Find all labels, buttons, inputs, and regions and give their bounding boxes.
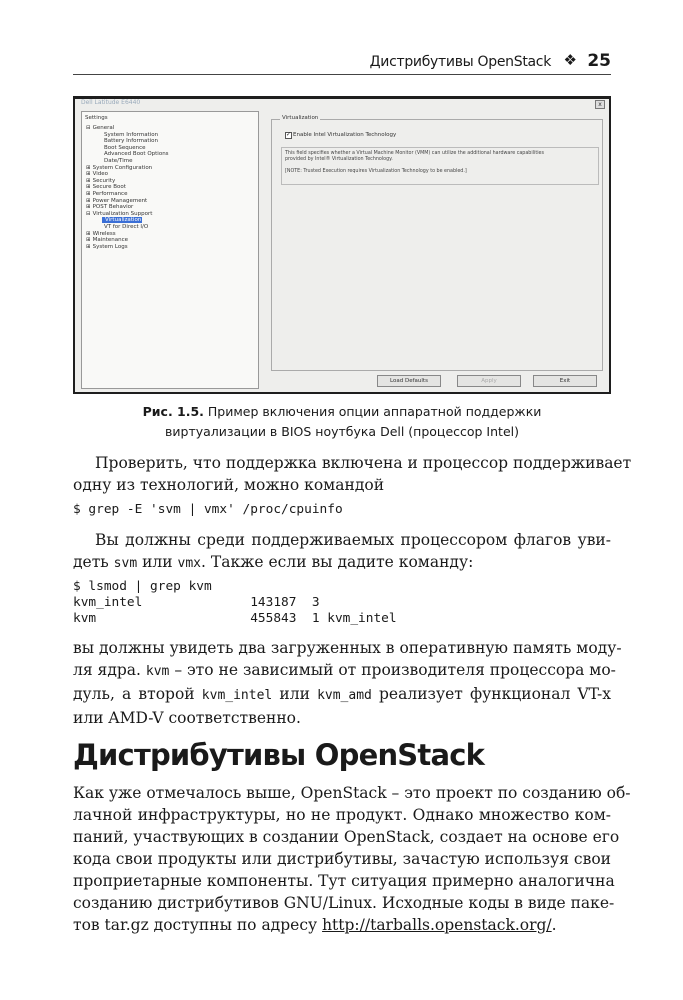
code-line: kvm_intel 143187 3 bbox=[73, 595, 320, 610]
load-defaults-button[interactable]: Load Defaults bbox=[377, 375, 441, 387]
enable-vt-checkbox[interactable] bbox=[285, 132, 292, 139]
tree-item-label: Video bbox=[92, 171, 109, 178]
tree-item-label: Battery Information bbox=[104, 138, 158, 145]
page-number: 25 bbox=[587, 51, 611, 71]
expand-icon: ⊞ bbox=[86, 243, 91, 250]
text-line bbox=[73, 659, 616, 683]
tree-item[interactable] bbox=[86, 191, 127, 197]
tree-item[interactable] bbox=[86, 184, 126, 190]
text-run: или bbox=[272, 685, 318, 703]
tree-item-label: System Information bbox=[104, 131, 159, 138]
close-icon[interactable]: x bbox=[595, 100, 605, 109]
tree-item-label: POST Behavior bbox=[92, 204, 134, 211]
tree-item-label: Virtualization bbox=[105, 217, 142, 224]
tree-item[interactable] bbox=[86, 171, 108, 177]
tree-item[interactable] bbox=[86, 237, 128, 243]
text-line: Вы должны среди поддерживаемых процессором флагов уви- bbox=[95, 531, 611, 549]
tree-item[interactable] bbox=[86, 204, 133, 210]
tree-item[interactable] bbox=[86, 178, 115, 184]
text-run: . bbox=[551, 916, 557, 934]
expand-icon: ⊞ bbox=[86, 191, 91, 197]
exit-button[interactable]: Exit bbox=[533, 375, 597, 387]
inline-code: kvm bbox=[145, 664, 170, 679]
description-line: provided by Intel® Virtualization Technology. bbox=[285, 157, 393, 162]
code-block bbox=[73, 579, 397, 627]
code-block: $ grep -E 'svm | vmx' /proc/cpuinfo bbox=[73, 502, 343, 517]
tree-item-label: Virtualization Support bbox=[92, 210, 153, 217]
text-line: созданию дистрибутивов GNU/Linux. Исходные коды в виде паке- bbox=[73, 894, 615, 912]
tree-item[interactable] bbox=[102, 217, 142, 223]
tree-item[interactable] bbox=[102, 138, 158, 144]
tree-item-label: Secure Boot bbox=[92, 184, 126, 191]
check-icon: ✓ bbox=[286, 131, 292, 138]
expand-icon: ⊞ bbox=[86, 237, 91, 244]
tree-item-label: Maintenance bbox=[92, 237, 129, 244]
bios-window-title: Dell Latitude E6440 bbox=[81, 99, 141, 106]
text-line bbox=[73, 551, 611, 575]
text-line bbox=[73, 683, 611, 707]
virtualization-panel-title: Virtualization bbox=[282, 115, 319, 121]
text-line bbox=[73, 914, 611, 936]
paragraph bbox=[73, 637, 622, 729]
text-line: лачной инфраструктуры, но не продукт. Однако множество ком- bbox=[73, 806, 611, 824]
tree-item[interactable] bbox=[102, 151, 169, 157]
text-line: Как уже отмечалось выше, OpenStack – это проект по созданию об- bbox=[73, 784, 631, 802]
expand-icon: ⊟ bbox=[86, 210, 91, 217]
tree-item[interactable] bbox=[102, 145, 146, 151]
code-line: $ lsmod | grep kvm bbox=[73, 579, 212, 594]
text-run: ля ядра. bbox=[73, 661, 146, 679]
inline-code: svm bbox=[113, 556, 138, 571]
tree-item[interactable] bbox=[102, 224, 148, 230]
tree-item-label: General bbox=[92, 125, 115, 131]
tree-item-label: Security bbox=[92, 177, 116, 184]
text-run: – это не зависимый от производителя процессора мо- bbox=[169, 661, 616, 679]
expand-icon: ⊞ bbox=[86, 177, 91, 184]
tree-item[interactable] bbox=[102, 132, 158, 138]
text-line: кода свои продукты или дистрибутивы, зачастую используя свои bbox=[73, 850, 611, 868]
description-line: [NOTE: Trusted Execution requires Virtualization Technology to be enabled.] bbox=[285, 169, 467, 174]
text-run: дуль, а второй bbox=[73, 685, 202, 703]
tree-item-label: Boot Sequence bbox=[104, 144, 146, 151]
expand-icon: ⊟ bbox=[86, 125, 91, 131]
inline-code: vmx bbox=[177, 556, 202, 571]
text-run: деть bbox=[73, 553, 114, 571]
text-line: или AMD-V соответственно. bbox=[73, 709, 301, 727]
inline-code: kvm_intel bbox=[201, 688, 273, 703]
settings-tree-heading: Settings bbox=[85, 115, 108, 121]
paragraph bbox=[73, 452, 632, 496]
tarballs-link[interactable]: http://tarballs.openstack.org/ bbox=[322, 916, 552, 934]
expand-icon: ⊞ bbox=[86, 230, 91, 237]
paragraph bbox=[73, 529, 611, 575]
paragraph bbox=[73, 782, 631, 936]
tree-item-label: Date/Time bbox=[104, 158, 133, 164]
tree-item-label: Advanced Boot Options bbox=[104, 151, 169, 158]
running-header bbox=[73, 46, 611, 75]
figure-caption-text: виртуализации в BIOS ноутбука Dell (процессор Intel) bbox=[165, 424, 519, 439]
description-line: This field specifies whether a Virtual Machine Monitor (VMM) can utilize the additional hardware capabilities bbox=[285, 151, 544, 156]
text-run: . Также если вы дадите команду: bbox=[201, 553, 474, 571]
tree-item[interactable] bbox=[86, 198, 147, 204]
tree-item-label: VT for Direct I/O bbox=[104, 224, 149, 230]
settings-tree bbox=[81, 111, 259, 389]
text-line: вы должны увидеть два загруженных в оперативную память моду- bbox=[73, 639, 622, 657]
apply-button[interactable]: Apply bbox=[457, 375, 521, 387]
inline-code: kvm_amd bbox=[317, 688, 372, 703]
text-run: тов tar.gz доступны по адресу bbox=[73, 916, 323, 934]
tree-item[interactable] bbox=[86, 125, 114, 131]
bios-window bbox=[75, 99, 609, 392]
text-line: паний, участвующих в создании OpenStack, создает на основе его bbox=[73, 828, 620, 846]
text-line: одну из технологий, можно командой bbox=[73, 476, 385, 494]
tree-item[interactable] bbox=[86, 165, 152, 171]
figure-caption bbox=[73, 402, 611, 442]
tree-item[interactable] bbox=[86, 211, 152, 217]
tree-item-label: Wireless bbox=[92, 230, 116, 237]
section-heading: Дистрибутивы OpenStack bbox=[73, 738, 485, 772]
tree-item[interactable] bbox=[86, 244, 128, 250]
running-header-title: Дистрибутивы OpenStack bbox=[369, 54, 551, 70]
text-line: проприетарные компоненты. Тут ситуация примерно аналогична bbox=[73, 872, 615, 890]
figure-caption-text: Пример включения опции аппаратной поддержки bbox=[203, 404, 542, 419]
tree-item[interactable] bbox=[102, 158, 132, 164]
expand-icon: ⊞ bbox=[86, 197, 91, 204]
expand-icon: ⊞ bbox=[86, 204, 91, 211]
tree-item-label: Power Management bbox=[92, 197, 148, 204]
expand-icon: ⊞ bbox=[86, 184, 91, 191]
ornament-icon: ❖ bbox=[563, 51, 577, 69]
bios-figure bbox=[73, 96, 611, 394]
text-line: Проверить, что поддержка включена и процессор поддерживает bbox=[95, 454, 632, 472]
tree-item-label: System Configuration bbox=[92, 164, 153, 171]
tree-item[interactable] bbox=[86, 231, 116, 237]
text-run: или bbox=[137, 553, 178, 571]
figure-caption-label: Рис. 1.5. bbox=[142, 404, 204, 419]
enable-vt-label: Enable Intel Virtualization Technology bbox=[293, 132, 397, 138]
text-run: реализует функционал VT-x bbox=[371, 685, 611, 703]
tree-item-label: Performance bbox=[92, 191, 128, 197]
expand-icon: ⊞ bbox=[86, 164, 91, 171]
code-line: kvm 455843 1 kvm_intel bbox=[73, 611, 397, 626]
tree-item-label: System Logs bbox=[92, 243, 128, 250]
expand-icon: ⊞ bbox=[86, 171, 91, 178]
